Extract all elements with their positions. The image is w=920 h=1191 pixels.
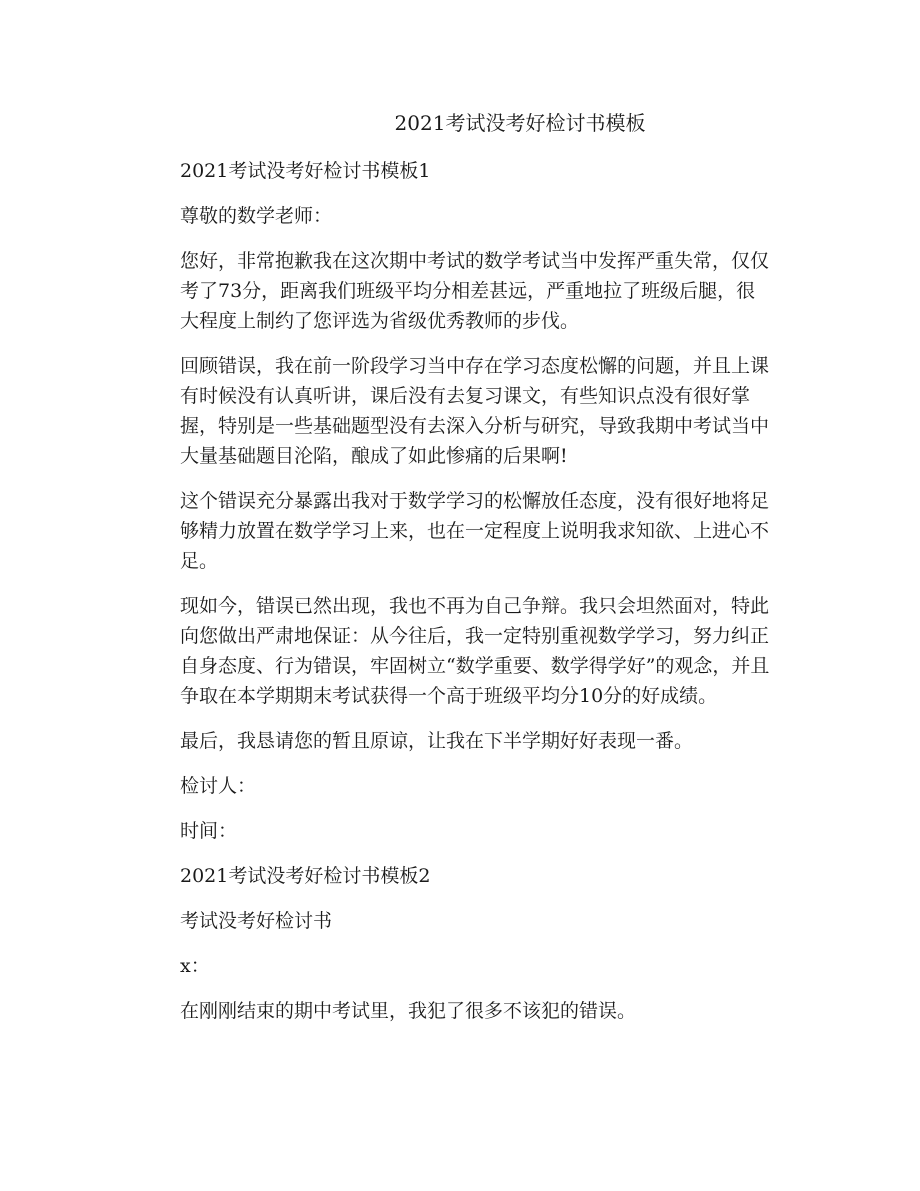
letter-title: 考试没考好检讨书 [180,910,333,932]
date-line: 时间： [180,820,238,842]
paragraph-promise: 现如今，错误已然出现，我也不再为自己争辩。我只会坦然面对，特此向您做出严肃地保证：从今往后，我一定特别重视数学学习，努力纠正自身态度、行为错误，牢固树立“数学重要、数学得学好”的观念，并且争取在本学期期末考试获得一个高于班级平均分10分的好成绩。 [180,595,770,707]
paragraph-apology: 您好，非常抱歉我在这次期中考试的数学考试当中发挥严重失常，仅仅考了73分，距离我们班级平均分相差甚远，严重地拉了班级后腿，很大程度上制约了您评选为省级优秀教师的步伐。 [180,250,770,332]
document-body [180,156,770,1026]
document-title: 2021考试没考好检讨书模板 [394,111,646,135]
salutation: 尊敬的数学老师： [180,205,333,227]
recipient-line: x： [180,955,210,977]
paragraph-review: 回顾错误，我在前一阶段学习当中存在学习态度松懈的问题，并且上课有时候没有认真听讲，课后没有去复习课文，有些知识点没有很好掌握，特别是一些基础题型没有去深入分析与研究，导致我期中考试当中大量基础题目沦陷，酿成了如此惨痛的后果啊! [180,355,770,467]
paragraph-reflection: 这个错误充分暴露出我对于数学学习的松懈放任态度，没有很好地将足够精力放置在数学学习上来，也在一定程度上说明我求知欲、上进心不足。 [180,490,770,572]
paragraph-closing: 最后，我恳请您的暂且原谅，让我在下半学期好好表现一番。 [180,730,694,752]
paragraph-opening: 在刚刚结束的期中考试里，我犯了很多不该犯的错误。 [180,1000,637,1022]
section-heading-2: 2021考试没考好检讨书模板2 [180,865,431,887]
signature-line: 检讨人： [180,775,257,797]
section-heading-1: 2021考试没考好检讨书模板1 [180,160,431,182]
